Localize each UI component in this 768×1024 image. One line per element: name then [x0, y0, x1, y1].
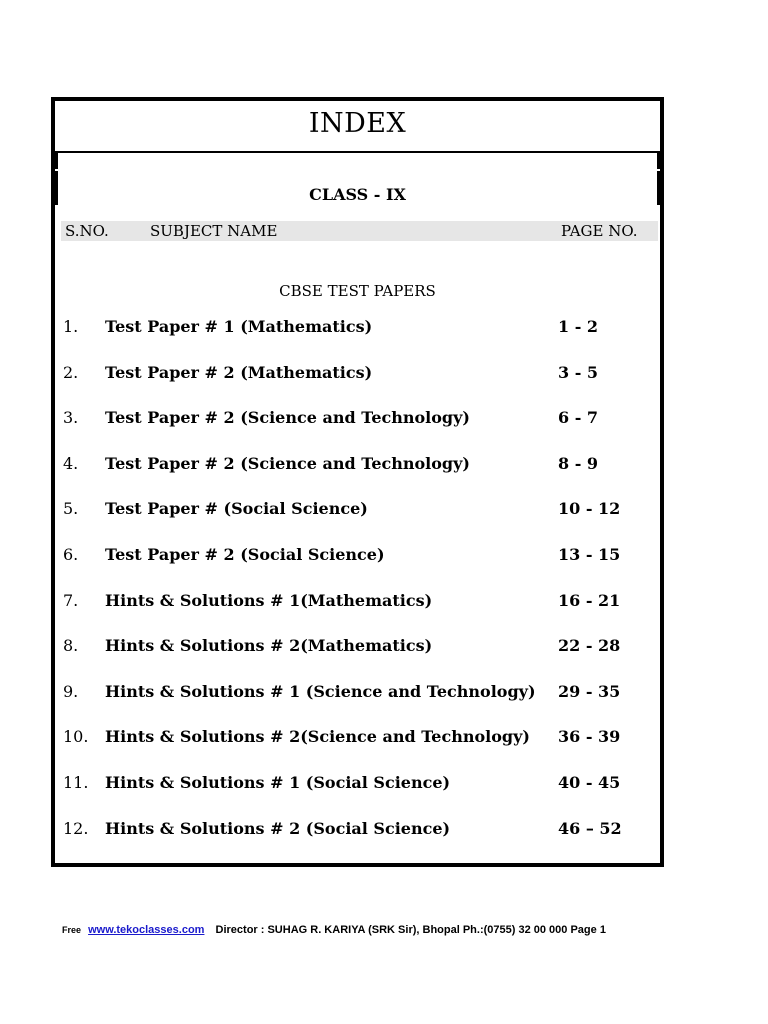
list-item: [55, 499, 660, 523]
item-number: 7.: [63, 590, 79, 610]
footer-free: Free: [62, 925, 82, 935]
item-name: Hints & Solutions # 1 (Social Science): [105, 773, 451, 792]
item-name: Hints & Solutions # 1(Mathematics): [105, 590, 433, 610]
item-number: 4.: [63, 453, 79, 473]
item-pages: 10 - 12: [558, 499, 621, 519]
item-number: 10.: [63, 727, 89, 747]
item-pages: 6 - 7: [558, 408, 599, 428]
item-pages: 46 – 52: [558, 818, 622, 838]
right-tick: [657, 153, 660, 169]
item-name: Test Paper # 2 (Science and Technology): [105, 453, 470, 473]
item-number: 6.: [63, 545, 79, 564]
list-item: [55, 773, 660, 797]
item-pages: 40 - 45: [558, 773, 621, 792]
list-item: [55, 727, 660, 751]
item-name: Hints & Solutions # 2(Science and Technology): [105, 727, 530, 747]
section-label: CBSE TEST PAPERS: [279, 282, 436, 300]
item-pages: 3 - 5: [558, 362, 599, 382]
item-number: 5.: [63, 499, 79, 519]
header-sno: S.NO.: [65, 222, 109, 240]
header-subject: SUBJECT NAME: [150, 222, 278, 240]
item-pages: 36 - 39: [558, 727, 621, 747]
item-name: Test Paper # 2 (Science and Technology): [105, 408, 470, 428]
item-name: Test Paper # 2 (Mathematics): [105, 362, 373, 382]
title-row: [55, 101, 660, 153]
list-item: [55, 682, 660, 706]
index-frame: [51, 97, 664, 867]
footer-page: Page 1: [570, 924, 606, 936]
left-tick: [55, 153, 58, 169]
footer: [62, 924, 606, 936]
list-item: [55, 408, 660, 432]
item-name: Hints & Solutions # 1 (Science and Technology): [105, 681, 536, 701]
list-item: [55, 317, 660, 341]
item-name: Test Paper # 2 (Social Science): [105, 545, 385, 564]
item-number: 3.: [63, 408, 79, 428]
page-title: INDEX: [308, 108, 407, 139]
list-item: [55, 636, 660, 660]
list-item: [55, 819, 660, 843]
item-number: 12.: [63, 818, 89, 838]
item-pages: 16 - 21: [558, 590, 621, 610]
item-number: 11.: [63, 773, 89, 792]
header-page: PAGE NO.: [561, 222, 638, 240]
item-name: Test Paper # (Social Science): [105, 499, 368, 519]
list-item: [55, 545, 660, 569]
item-number: 2.: [63, 362, 79, 382]
item-pages: 8 - 9: [558, 453, 599, 473]
list-item: [55, 454, 660, 478]
item-number: 9.: [63, 681, 79, 701]
item-number: 8.: [63, 636, 79, 656]
item-pages: 1 - 2: [558, 317, 599, 336]
list-item: [55, 363, 660, 387]
footer-link[interactable]: www.tekoclasses.com: [88, 924, 205, 936]
item-pages: 13 - 15: [558, 545, 621, 564]
item-name: Hints & Solutions # 2(Mathematics): [105, 636, 433, 656]
item-name: Test Paper # 1 (Mathematics): [105, 317, 373, 336]
item-name: Hints & Solutions # 2 (Social Science): [105, 818, 451, 838]
class-label: CLASS - IX: [309, 185, 406, 204]
item-number: 1.: [63, 317, 79, 336]
footer-text: Director : SUHAG R. KARIYA (SRK Sir), Bhopal Ph.:(0755) 32 00 000: [215, 924, 568, 936]
list-item: [55, 591, 660, 615]
item-pages: 22 - 28: [558, 636, 621, 656]
item-pages: 29 - 35: [558, 681, 621, 701]
table-header: [61, 221, 658, 241]
